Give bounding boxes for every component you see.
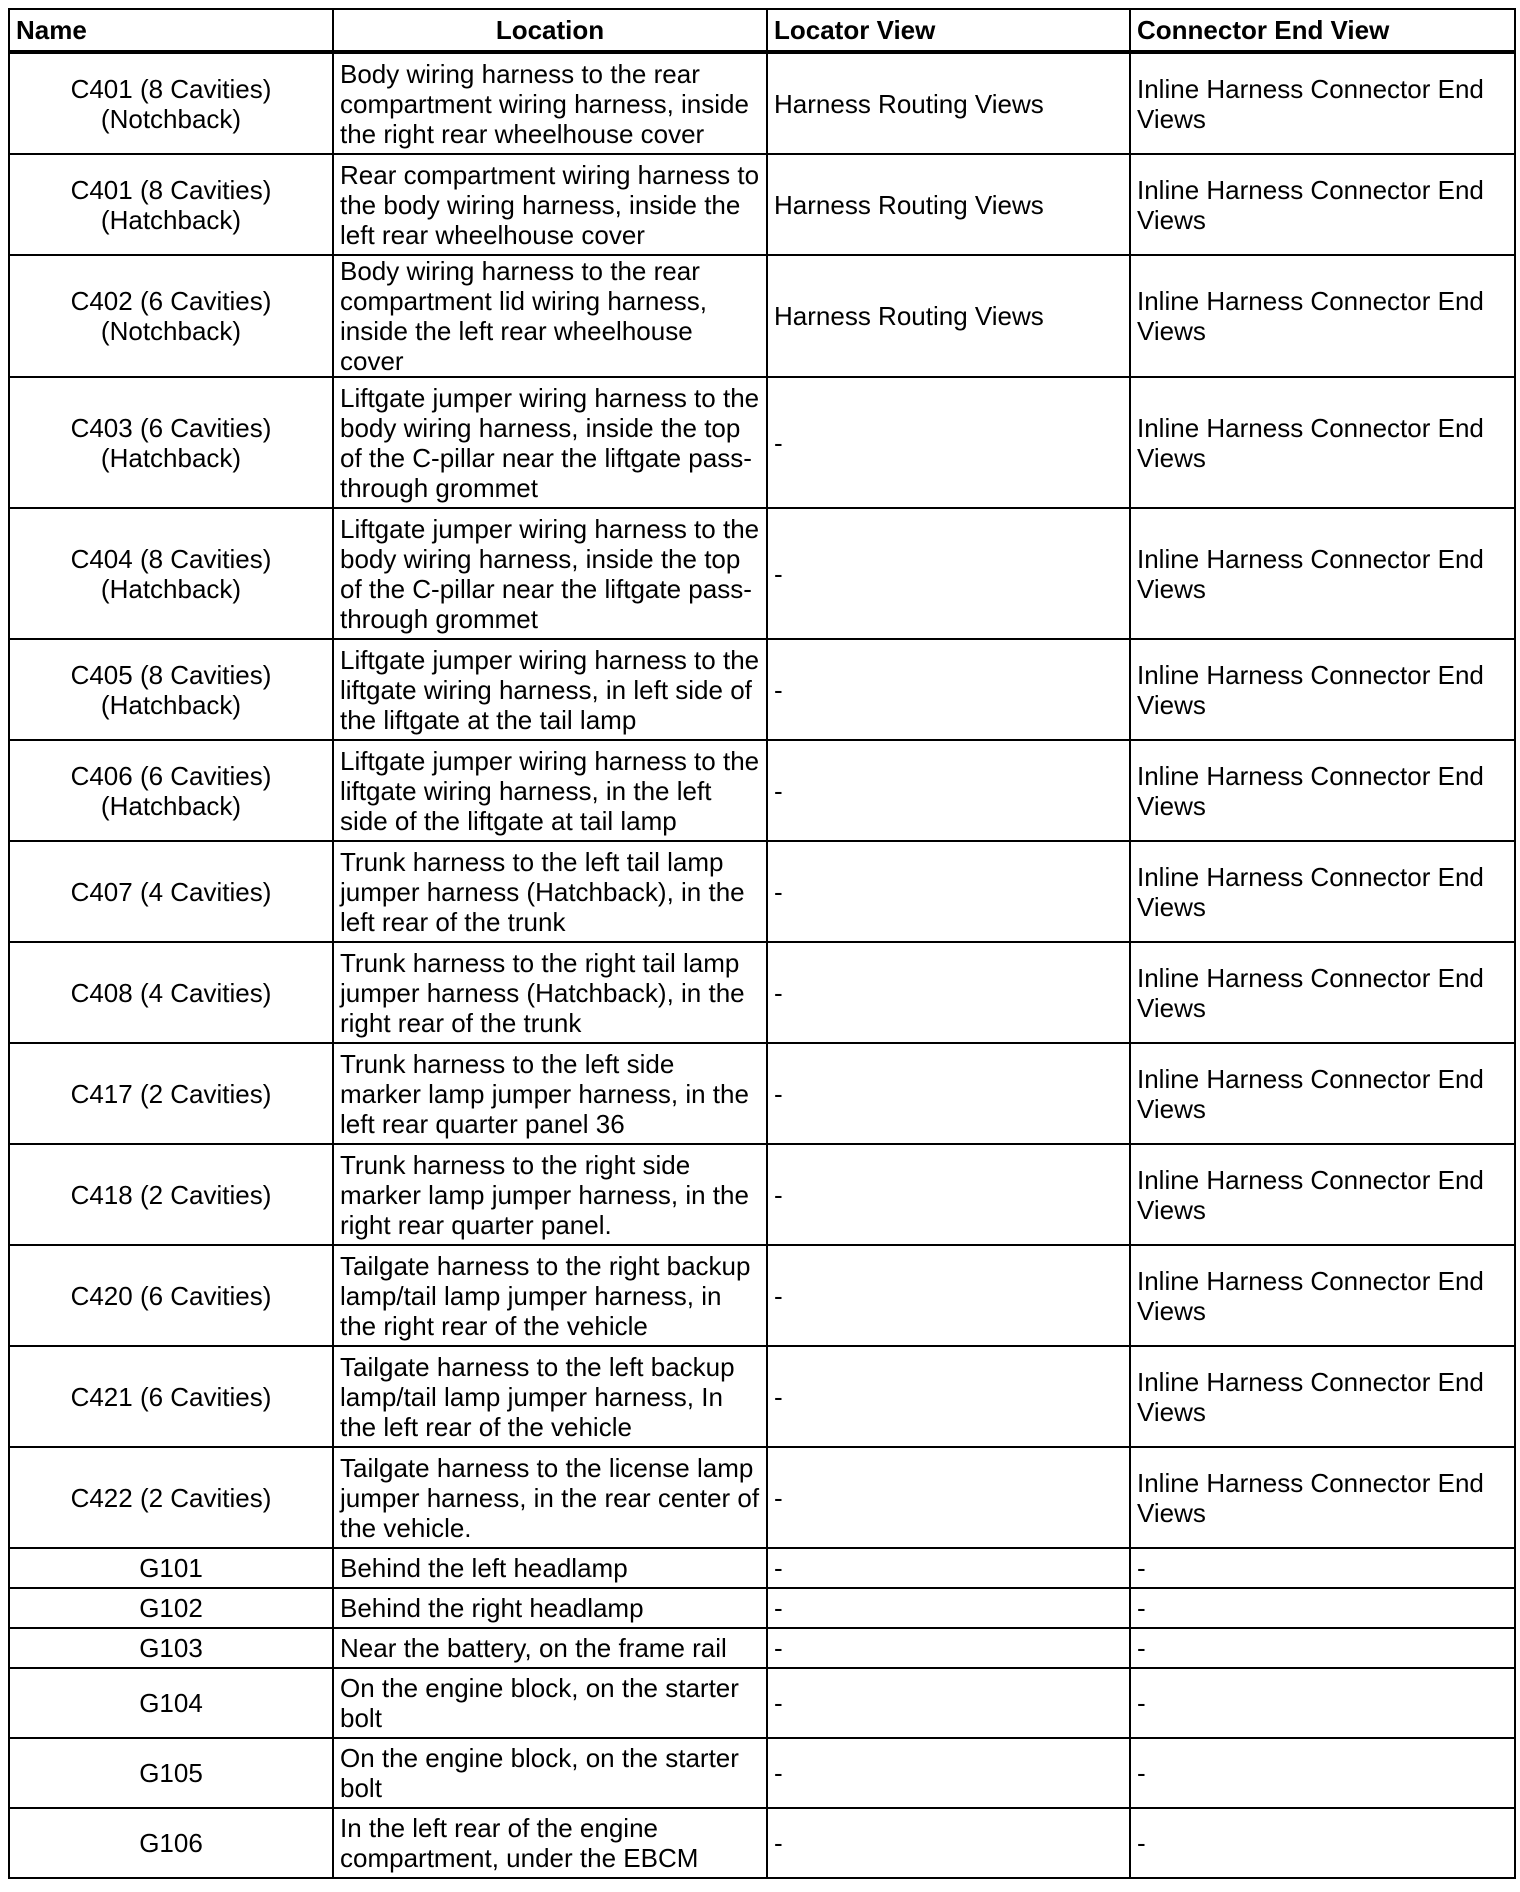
connector-name: C420 (6 Cavities) bbox=[9, 1245, 333, 1346]
connector-name: C418 (2 Cavities) bbox=[9, 1144, 333, 1245]
connector-location: Behind the left headlamp bbox=[333, 1548, 767, 1588]
locator-view: - bbox=[767, 1548, 1130, 1588]
connector-location: Liftgate jumper wiring harness to the liftgate wiring harness, in left side of the liftgate at the tail lamp bbox=[333, 639, 767, 740]
connector-name: C408 (4 Cavities) bbox=[9, 942, 333, 1043]
connector-location: Liftgate jumper wiring harness to the body wiring harness, inside the top of the C-pillar near the liftgate pass-through grommet bbox=[333, 377, 767, 508]
locator-view: - bbox=[767, 942, 1130, 1043]
header-location: Location bbox=[333, 9, 767, 52]
table-row bbox=[9, 1808, 1515, 1878]
table-row bbox=[9, 841, 1515, 942]
connector-location: Body wiring harness to the rear compartment lid wiring harness, inside the left rear wheelhouse cover bbox=[333, 255, 767, 377]
connector-location: Trunk harness to the right side marker lamp jumper harness, in the right rear quarter panel. bbox=[333, 1144, 767, 1245]
connector-end-view: Inline Harness Connector End Views bbox=[1130, 1346, 1515, 1447]
connector-end-view: Inline Harness Connector End Views bbox=[1130, 508, 1515, 639]
connector-end-view: - bbox=[1130, 1808, 1515, 1878]
connector-name: C401 (8 Cavities) (Hatchback) bbox=[9, 154, 333, 255]
connector-end-view: - bbox=[1130, 1588, 1515, 1628]
table-row bbox=[9, 1144, 1515, 1245]
connector-name: C421 (6 Cavities) bbox=[9, 1346, 333, 1447]
connector-location: On the engine block, on the starter bolt bbox=[333, 1668, 767, 1738]
table-row bbox=[9, 255, 1515, 377]
locator-view: - bbox=[767, 740, 1130, 841]
locator-view: - bbox=[767, 1588, 1130, 1628]
table-row bbox=[9, 1245, 1515, 1346]
locator-view: - bbox=[767, 1738, 1130, 1808]
table-row bbox=[9, 508, 1515, 639]
locator-view: - bbox=[767, 508, 1130, 639]
connector-end-view: Inline Harness Connector End Views bbox=[1130, 154, 1515, 255]
connector-name: C405 (8 Cavities) (Hatchback) bbox=[9, 639, 333, 740]
connector-location: Liftgate jumper wiring harness to the liftgate wiring harness, in the left side of the liftgate at tail lamp bbox=[333, 740, 767, 841]
table-row bbox=[9, 1588, 1515, 1628]
locator-view: Harness Routing Views bbox=[767, 255, 1130, 377]
connector-end-view: - bbox=[1130, 1738, 1515, 1808]
connector-end-view: Inline Harness Connector End Views bbox=[1130, 942, 1515, 1043]
locator-view: - bbox=[767, 1043, 1130, 1144]
table-row bbox=[9, 377, 1515, 508]
locator-view: - bbox=[767, 377, 1130, 508]
connector-end-view: Inline Harness Connector End Views bbox=[1130, 639, 1515, 740]
connector-end-view: Inline Harness Connector End Views bbox=[1130, 377, 1515, 508]
connector-location: Rear compartment wiring harness to the body wiring harness, inside the left rear wheelhouse cover bbox=[333, 154, 767, 255]
connector-end-view: Inline Harness Connector End Views bbox=[1130, 255, 1515, 377]
connector-name: C403 (6 Cavities) (Hatchback) bbox=[9, 377, 333, 508]
connector-name: C417 (2 Cavities) bbox=[9, 1043, 333, 1144]
table-row bbox=[9, 1447, 1515, 1548]
connector-end-view: Inline Harness Connector End Views bbox=[1130, 52, 1515, 154]
table-row bbox=[9, 1043, 1515, 1144]
connector-end-view: Inline Harness Connector End Views bbox=[1130, 1245, 1515, 1346]
locator-view: - bbox=[767, 1668, 1130, 1738]
connector-name: C404 (8 Cavities) (Hatchback) bbox=[9, 508, 333, 639]
table-row bbox=[9, 1548, 1515, 1588]
table-header-row bbox=[9, 9, 1515, 52]
locator-view: - bbox=[767, 639, 1130, 740]
connector-name: C402 (6 Cavities) (Notchback) bbox=[9, 255, 333, 377]
locator-view: Harness Routing Views bbox=[767, 52, 1130, 154]
connector-end-view: Inline Harness Connector End Views bbox=[1130, 1043, 1515, 1144]
locator-view: - bbox=[767, 841, 1130, 942]
connector-location: Body wiring harness to the rear compartment wiring harness, inside the right rear wheelhouse cover bbox=[333, 52, 767, 154]
connector-name: C401 (8 Cavities) (Notchback) bbox=[9, 52, 333, 154]
locator-view: - bbox=[767, 1346, 1130, 1447]
table-row bbox=[9, 1668, 1515, 1738]
table-row bbox=[9, 740, 1515, 841]
locator-view: - bbox=[767, 1808, 1130, 1878]
locator-view: - bbox=[767, 1447, 1130, 1548]
connector-name: C422 (2 Cavities) bbox=[9, 1447, 333, 1548]
connector-name: G103 bbox=[9, 1628, 333, 1668]
table-row bbox=[9, 639, 1515, 740]
connector-name: C406 (6 Cavities) (Hatchback) bbox=[9, 740, 333, 841]
connector-location: In the left rear of the engine compartment, under the EBCM bbox=[333, 1808, 767, 1878]
connector-end-view: Inline Harness Connector End Views bbox=[1130, 841, 1515, 942]
connector-name: C407 (4 Cavities) bbox=[9, 841, 333, 942]
connector-end-view: - bbox=[1130, 1668, 1515, 1738]
table-row bbox=[9, 1346, 1515, 1447]
connector-location: Liftgate jumper wiring harness to the body wiring harness, inside the top of the C-pillar near the liftgate pass-through grommet bbox=[333, 508, 767, 639]
connector-name: G104 bbox=[9, 1668, 333, 1738]
connector-location: Trunk harness to the left tail lamp jumper harness (Hatchback), in the left rear of the trunk bbox=[333, 841, 767, 942]
connector-location: Near the battery, on the frame rail bbox=[333, 1628, 767, 1668]
connector-location-table bbox=[8, 8, 1516, 1879]
connector-name: G102 bbox=[9, 1588, 333, 1628]
connector-location: Tailgate harness to the license lamp jumper harness, in the rear center of the vehicle. bbox=[333, 1447, 767, 1548]
connector-location: Trunk harness to the right tail lamp jumper harness (Hatchback), in the right rear of the trunk bbox=[333, 942, 767, 1043]
locator-view: - bbox=[767, 1245, 1130, 1346]
connector-end-view: Inline Harness Connector End Views bbox=[1130, 1144, 1515, 1245]
locator-view: - bbox=[767, 1144, 1130, 1245]
connector-location: On the engine block, on the starter bolt bbox=[333, 1738, 767, 1808]
locator-view: - bbox=[767, 1628, 1130, 1668]
connector-name: G101 bbox=[9, 1548, 333, 1588]
locator-view: Harness Routing Views bbox=[767, 154, 1130, 255]
table-row bbox=[9, 52, 1515, 154]
connector-end-view: - bbox=[1130, 1628, 1515, 1668]
connector-name: G106 bbox=[9, 1808, 333, 1878]
header-locator-view: Locator View bbox=[767, 9, 1130, 52]
connector-end-view: - bbox=[1130, 1548, 1515, 1588]
table-row bbox=[9, 942, 1515, 1043]
connector-location: Tailgate harness to the left backup lamp/tail lamp jumper harness, In the left rear of the vehicle bbox=[333, 1346, 767, 1447]
table-row bbox=[9, 1628, 1515, 1668]
header-name: Name bbox=[9, 9, 333, 52]
connector-end-view: Inline Harness Connector End Views bbox=[1130, 740, 1515, 841]
table-row bbox=[9, 1738, 1515, 1808]
connector-name: G105 bbox=[9, 1738, 333, 1808]
connector-end-view: Inline Harness Connector End Views bbox=[1130, 1447, 1515, 1548]
connector-location: Trunk harness to the left side marker lamp jumper harness, in the left rear quarter panel 36 bbox=[333, 1043, 767, 1144]
table-row bbox=[9, 154, 1515, 255]
connector-location: Behind the right headlamp bbox=[333, 1588, 767, 1628]
connector-location: Tailgate harness to the right backup lamp/tail lamp jumper harness, in the right rear of the vehicle bbox=[333, 1245, 767, 1346]
header-connector-end-view: Connector End View bbox=[1130, 9, 1515, 52]
